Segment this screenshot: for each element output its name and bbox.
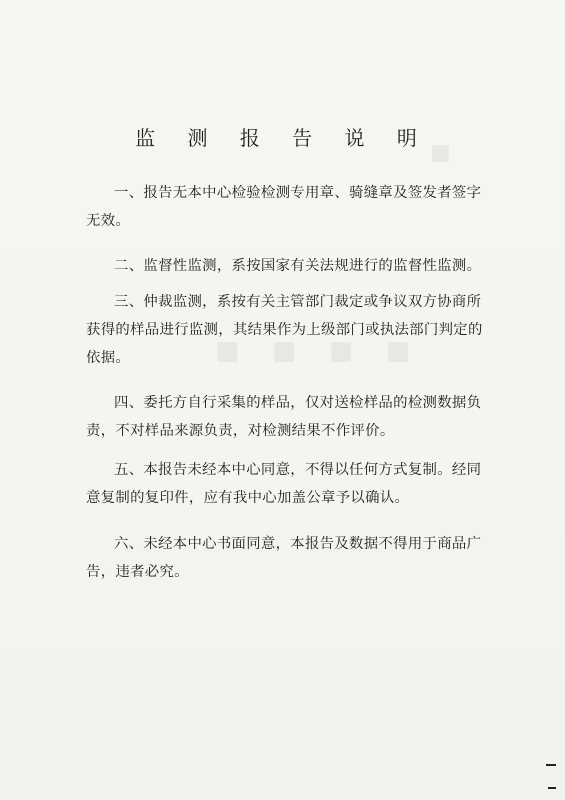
paragraph-6: 六、未经本中心书面同意，本报告及数据不得用于商品广告，违者必究。 — [86, 536, 482, 580]
paragraph-5: 五、本报告未经本中心同意，不得以任何方式复制。经同意复制的复印件，应有我中心加盖公章予以确认。 — [86, 462, 482, 506]
paragraph-2: 二、监督性监测，系按国家有关法规进行的监督性监测。 — [114, 258, 482, 274]
paragraph-3: 三、仲裁监测，系按有关主管部门裁定或争议双方协商所获得的样品进行监测，其结果作为上级部门或执法部门判定的依据。 — [86, 294, 483, 366]
scan-mark — [546, 764, 556, 766]
paragraph-1: 一、报告无本中心检验检测专用章、骑缝章及签发者签字无效。 — [86, 185, 482, 229]
show-through-text: ■ ■ ■ ■ — [215, 336, 423, 366]
paragraph-4: 四、委托方自行采集的样品，仅对送检样品的检测数据负责，不对样品来源负责，对检测结果不作评价。 — [86, 395, 482, 439]
show-through-text: ■ — [430, 140, 463, 165]
page-title: 监 测 报 告 说 明 — [135, 126, 430, 150]
scan-mark — [548, 787, 556, 789]
